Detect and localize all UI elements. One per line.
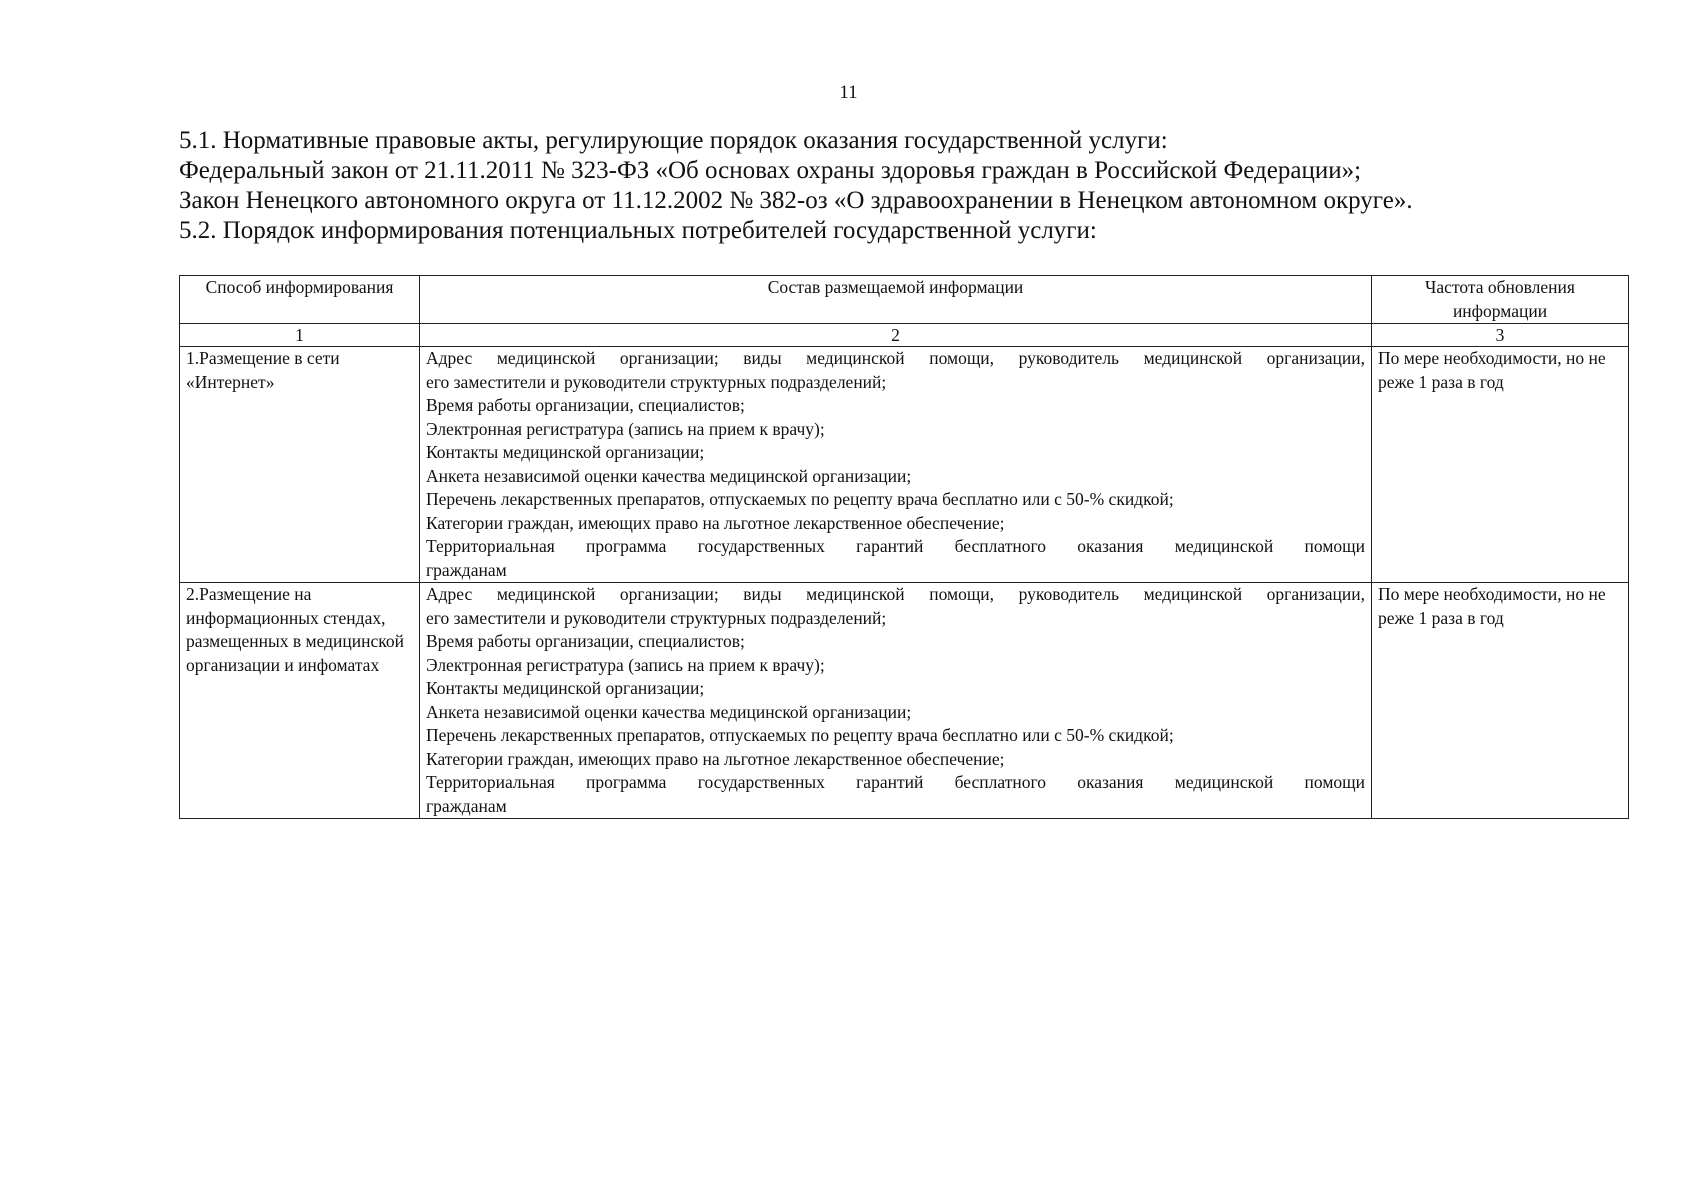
intro-line-regional-law: Закон Ненецкого автономного округа от 11.12.2002 № 382-оз «О здравоохранении в Ненецком автономном округе».: [179, 187, 1413, 214]
column-number: 1: [180, 324, 420, 347]
table-header-row: [180, 276, 1629, 324]
header-content: Состав размещаемой информации: [420, 276, 1372, 324]
intro-section: [179, 126, 1639, 246]
content-line: Контакты медицинской организации;: [426, 442, 705, 462]
content-line: Территориальная программа государственных гарантий бесплатного оказания медицинской помощи: [426, 536, 1365, 556]
header-method: Способ информирования: [180, 276, 420, 324]
content-line: Контакты медицинской организации;: [426, 678, 705, 698]
table-row: [180, 583, 1629, 819]
content-line: Время работы организации, специалистов;: [426, 395, 745, 415]
content-line: его заместители и руководители структурных подразделений;: [426, 371, 887, 392]
content-line: гражданам: [426, 795, 507, 816]
content-line: Адрес медицинской организации; виды медицинской помощи, руководитель медицинской организации,: [426, 584, 1365, 604]
column-number: 2: [420, 324, 1372, 347]
content-line: Категории граждан, имеющих право на льготное лекарственное обеспечение;: [426, 748, 1005, 769]
content-line: Адрес медицинской организации; виды медицинской помощи, руководитель медицинской организации,: [426, 348, 1365, 368]
content-line: Территориальная программа государственных гарантий бесплатного оказания медицинской помощи: [426, 772, 1365, 792]
intro-line-informing-order: 5.2. Порядок информирования потенциальных потребителей государственной услуги:: [179, 217, 1097, 244]
column-number: 3: [1372, 324, 1629, 347]
content-line: Анкета независимой оценки качества медицинской организации;: [426, 465, 912, 486]
informing-table: [179, 275, 1629, 819]
content-line: Электронная регистратура (запись на прием к врачу);: [426, 418, 825, 439]
header-frequency: Частота обновления информации: [1372, 276, 1629, 324]
method-cell: 2.Размещение на информационных стендах, размещенных в медицинской организации и инфоматах: [180, 583, 420, 819]
content-line: Перечень лекарственных препаратов, отпускаемых по рецепту врача бесплатно или с 50-% скидкой;: [426, 489, 1174, 509]
table-number-row: [180, 324, 1629, 347]
content-line: Время работы организации, специалистов;: [426, 631, 745, 651]
content-line: Электронная регистратура (запись на прием к врачу);: [426, 654, 825, 675]
intro-line-normative-acts: 5.1. Нормативные правовые акты, регулирующие порядок оказания государственной услуги:: [179, 127, 1168, 154]
content-line: Перечень лекарственных препаратов, отпускаемых по рецепту врача бесплатно или с 50-% скидкой;: [426, 725, 1174, 745]
content-cell: [420, 347, 1372, 583]
table-row: [180, 347, 1629, 583]
intro-line-federal-law: Федеральный закон от 21.11.2011 № 323-ФЗ «Об основах охраны здоровья граждан в Российской Федерации»;: [179, 157, 1362, 184]
content-line: Анкета независимой оценки качества медицинской организации;: [426, 701, 912, 722]
method-cell: 1.Размещение в сети «Интернет»: [180, 347, 420, 583]
content-line: гражданам: [426, 559, 507, 580]
content-line: его заместители и руководители структурных подразделений;: [426, 607, 887, 628]
frequency-cell: По мере необходимости, но не реже 1 раза в год: [1372, 583, 1629, 819]
page-number: 11: [839, 82, 858, 103]
content-line: Категории граждан, имеющих право на льготное лекарственное обеспечение;: [426, 512, 1005, 533]
frequency-cell: По мере необходимости, но не реже 1 раза в год: [1372, 347, 1629, 583]
content-cell: [420, 583, 1372, 819]
